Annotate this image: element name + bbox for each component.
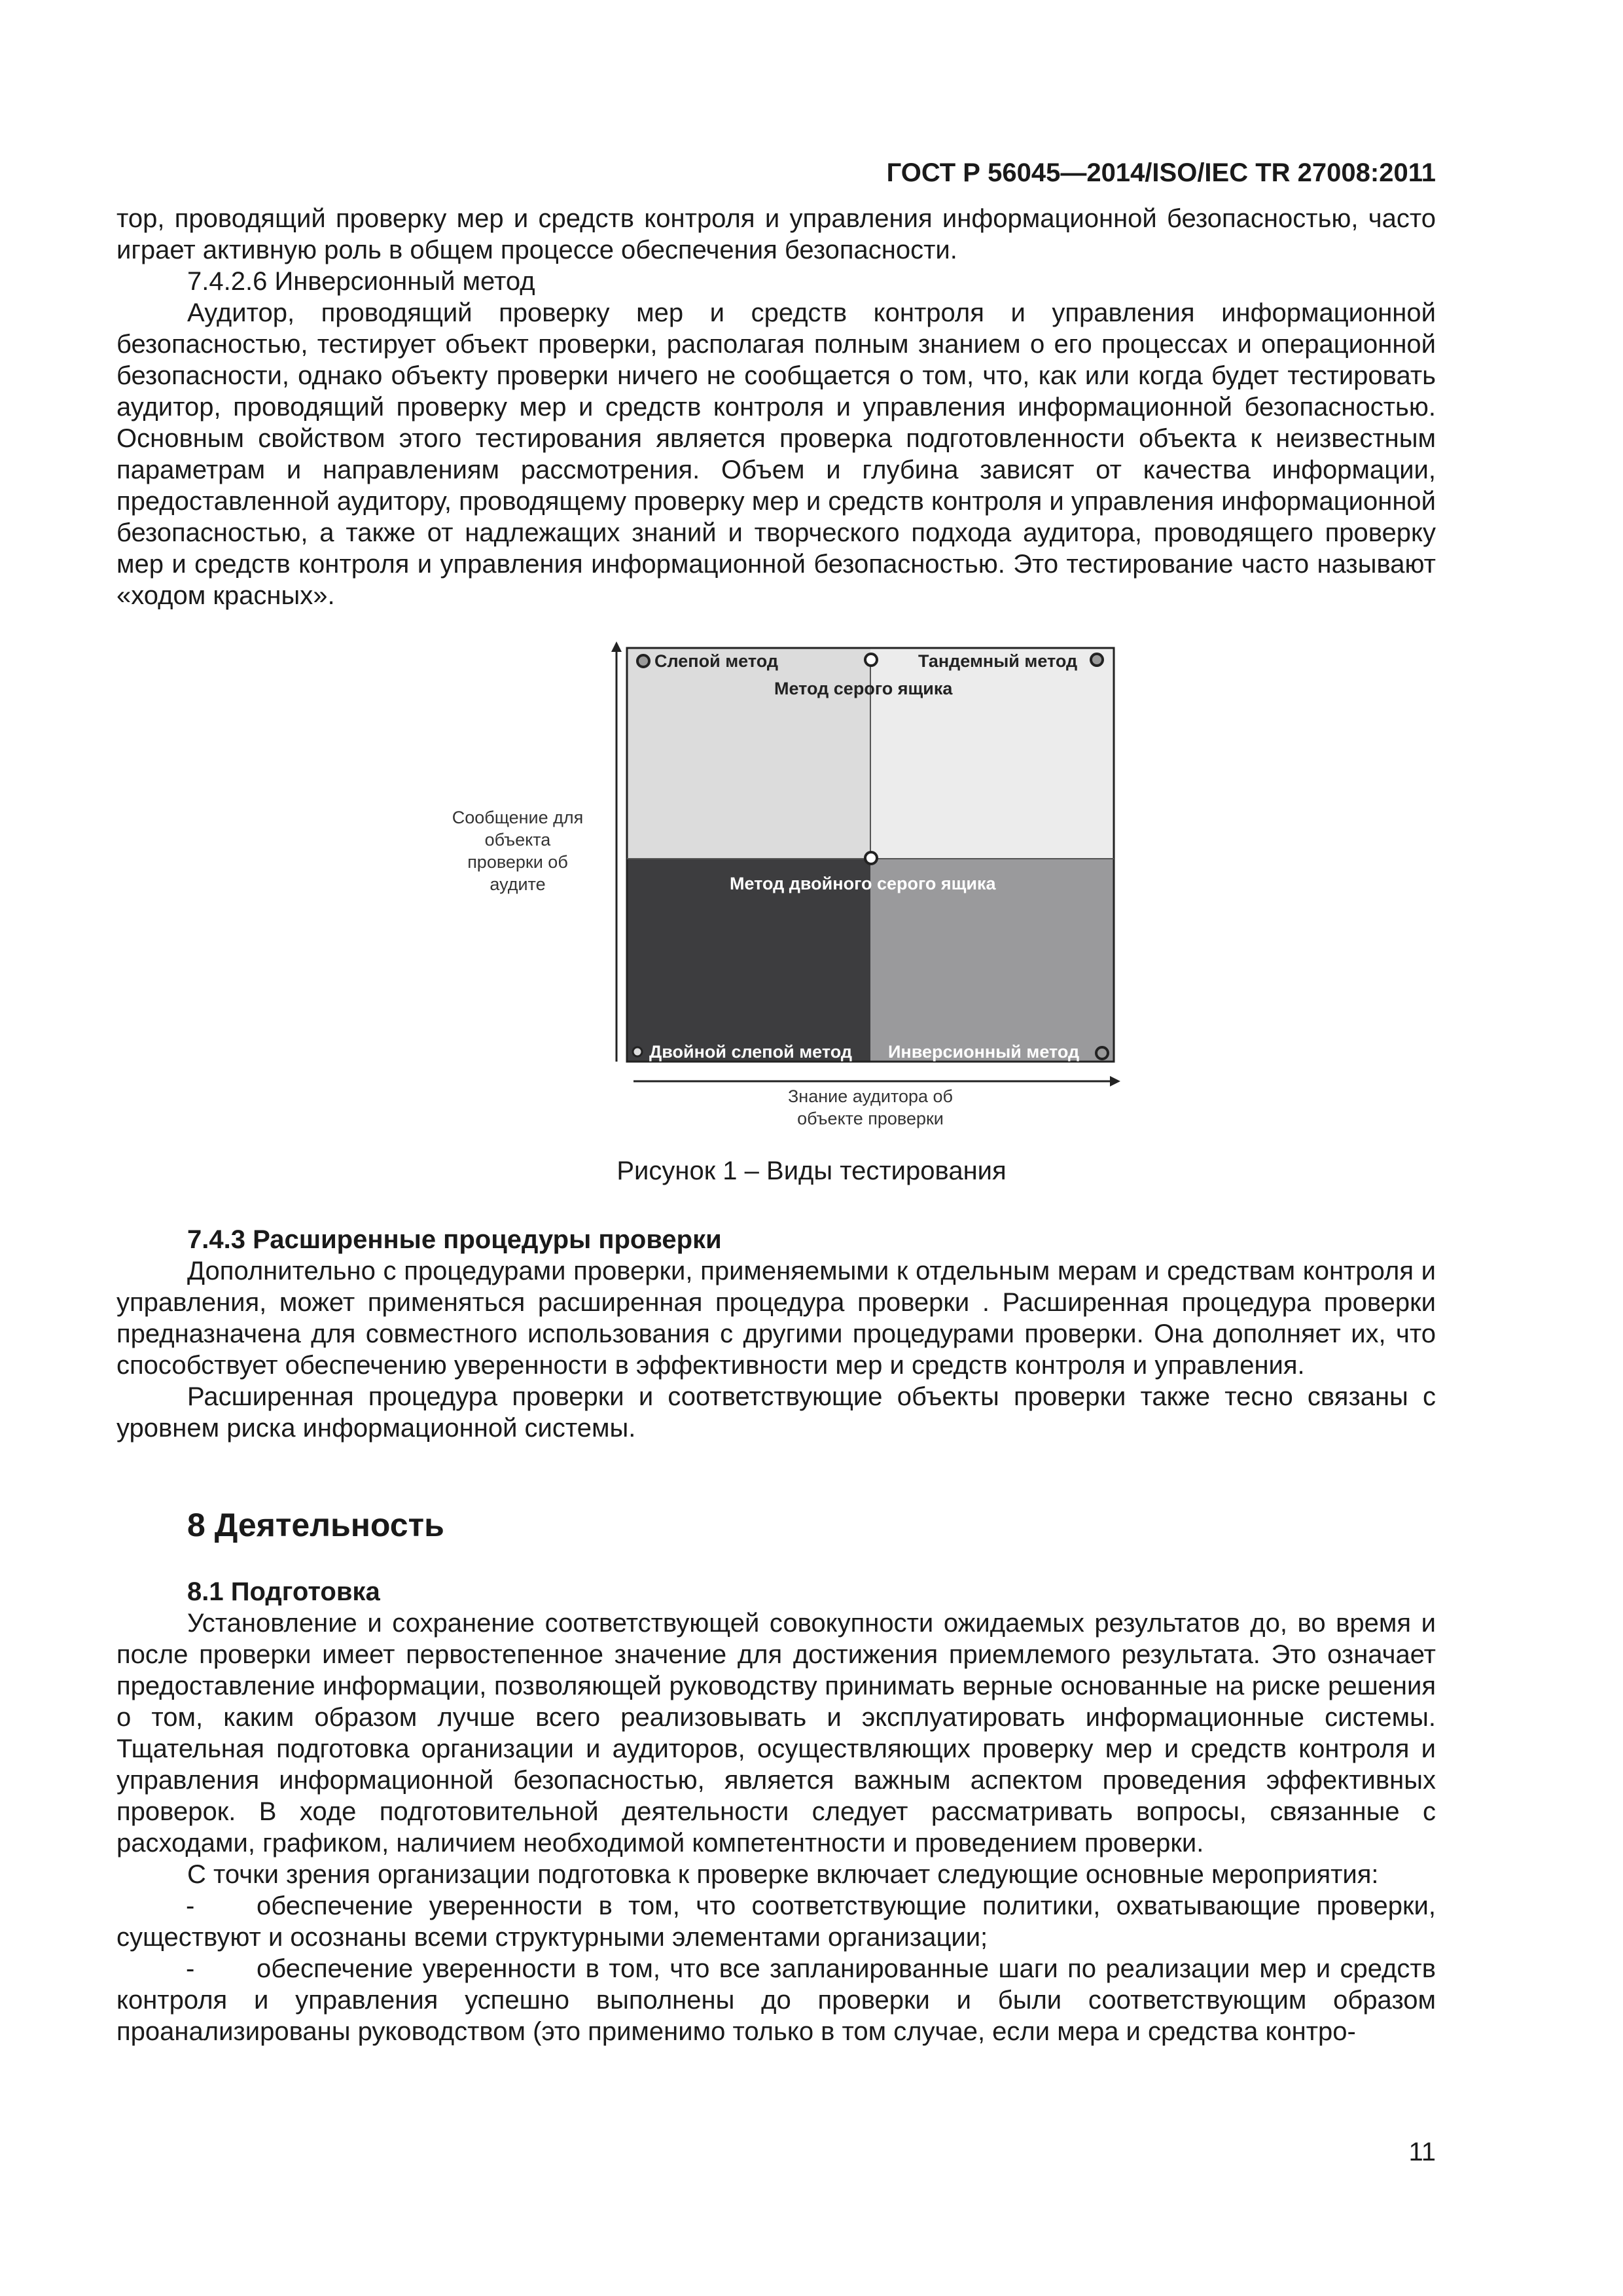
document-header: ГОСТ Р 56045—2014/ISO/IEC TR 27008:2011 — [886, 158, 1436, 187]
heading-7-4-3: 7.4.3 Расширенные процедуры проверки — [187, 1225, 722, 1254]
list-dash: - — [186, 1892, 195, 1920]
section-8 — [116, 1505, 1436, 1545]
preparation-paragraph-2: С точки зрения организации подготовка к проверке включает следующие основные мероприятия: — [187, 1860, 1379, 1889]
list-item-text: обеспечение уверенности в том, что соответствующие политики, охватывающие проверки, существуют и осознаны всеми структурными элементами организации; — [116, 1892, 1436, 1952]
figure-caption: Рисунок 1 – Виды тестирования — [616, 1157, 1007, 1185]
label-gray-box-method: Метод серого ящика — [774, 679, 953, 698]
section-7-4-3 — [116, 1224, 1436, 1444]
page-number: 11 — [1408, 2138, 1436, 2166]
label-inversion-method: Инверсионный метод — [888, 1042, 1080, 1062]
x-axis-label: Знание аудитора об объекте проверки — [788, 1086, 953, 1128]
marker-tandem — [1091, 654, 1103, 666]
extended-procedures-paragraph-2: Расширенная процедура проверки и соответствующие объекты проверки также тесно связаны с уровнем риска информационной системы. — [116, 1382, 1436, 1443]
list-item-text: обеспечение уверенности в том, что все запланированные шаги по реализации мер и средств контроля и управления успешно выполнены до проверки и были соответствующим образом проанализированы руководством (это применимо только в том случае, если мера и средства контро- — [116, 1954, 1436, 2046]
intro-section — [116, 203, 1436, 611]
section-8-1 — [116, 1576, 1436, 2047]
y-axis-label: Сообщение для объекта проверки об аудите — [452, 808, 584, 894]
inversion-method-paragraph: Аудитор, проводящий проверку мер и средств контроля и управления информационной безопасностью, тестирует объект проверки, располагая полным знанием о его процессах и операционной безопасности, однако объекту проверки ничего не сообщается о том, что, как или когда будет тестировать аудитор, проводящий проверку мер и средств контроля и управления информационной безопасностью. Основным свойством этого тестирования является проверка подготовленности объекта к неизвестным параметрам и направлениям рассмотрения. Объем и глубина зависят от качества информации, предоставленной аудитору, проводящему проверку мер и средств контроля и управления информационной безопасностью, а также от надлежащих знаний и творческого подхода аудитора, проводящего проверку мер и средств контроля и управления информационной безопасностью. Это тестирование часто называют «ходом красных». — [116, 298, 1436, 610]
testing-types-figure — [0, 641, 1623, 1152]
extended-procedures-paragraph-1: Дополнительно с процедурами проверки, применяемыми к отдельным мерам и средствам контроля и управления, может применяться расширенная процедура проверки . Расширенная процедура проверки предназначена для совместного использования с другими процедурами проверки. Она дополняет их, что способствует обеспечению уверенности в эффективности мер и средств контроля и управления. — [116, 1257, 1436, 1380]
label-double-gray-box-method: Метод двойного серого ящика — [730, 874, 996, 893]
marker-inversion — [1096, 1047, 1108, 1059]
list-item — [116, 1953, 1436, 2047]
label-double-blind-method: Двойной слепой метод — [649, 1042, 852, 1062]
label-blind-method: Слепой метод — [654, 651, 778, 671]
preparation-paragraph-1: Установление и сохранение соответствующей совокупности ожидаемых результатов до, во время и после проверки имеет первостепенное значение для достижения приемлемого результата. Это означает предоставление информации, позволяющей руководству принимать верные основанные на риске решения о том, каким образом лучше всего реализовывать и эксплуатировать информационные системы. Тщательная подготовка организации и аудиторов, осуществляющих проверку мер и средств контроля и управления информационной безопасностью, является важным аспектом проведения эффективных проверок. В ходе подготовительной деятельности следует рассматривать вопросы, связанные с расходами, графиком, наличием необходимой компетентности и проведением проверки. — [116, 1609, 1436, 1857]
list-item — [116, 1890, 1436, 1953]
intro-paragraph-continued: тор, проводящий проверку мер и средств контроля и управления информационной безопасностью, часто играет активную роль в общем процессе обеспечения безопасности. — [116, 204, 1436, 264]
label-tandem-method: Тандемный метод — [918, 651, 1078, 671]
marker-gray-box — [865, 654, 877, 666]
heading-8: 8 Деятельность — [187, 1507, 444, 1543]
marker-double-gray-box — [865, 852, 877, 864]
list-dash: - — [186, 1954, 195, 1983]
figure-axes — [0, 641, 1623, 1152]
marker-double-blind — [633, 1047, 642, 1056]
heading-7-4-2-6: 7.4.2.6 Инверсионный метод — [187, 267, 535, 296]
heading-8-1: 8.1 Подготовка — [187, 1577, 380, 1606]
marker-blind — [637, 655, 649, 667]
